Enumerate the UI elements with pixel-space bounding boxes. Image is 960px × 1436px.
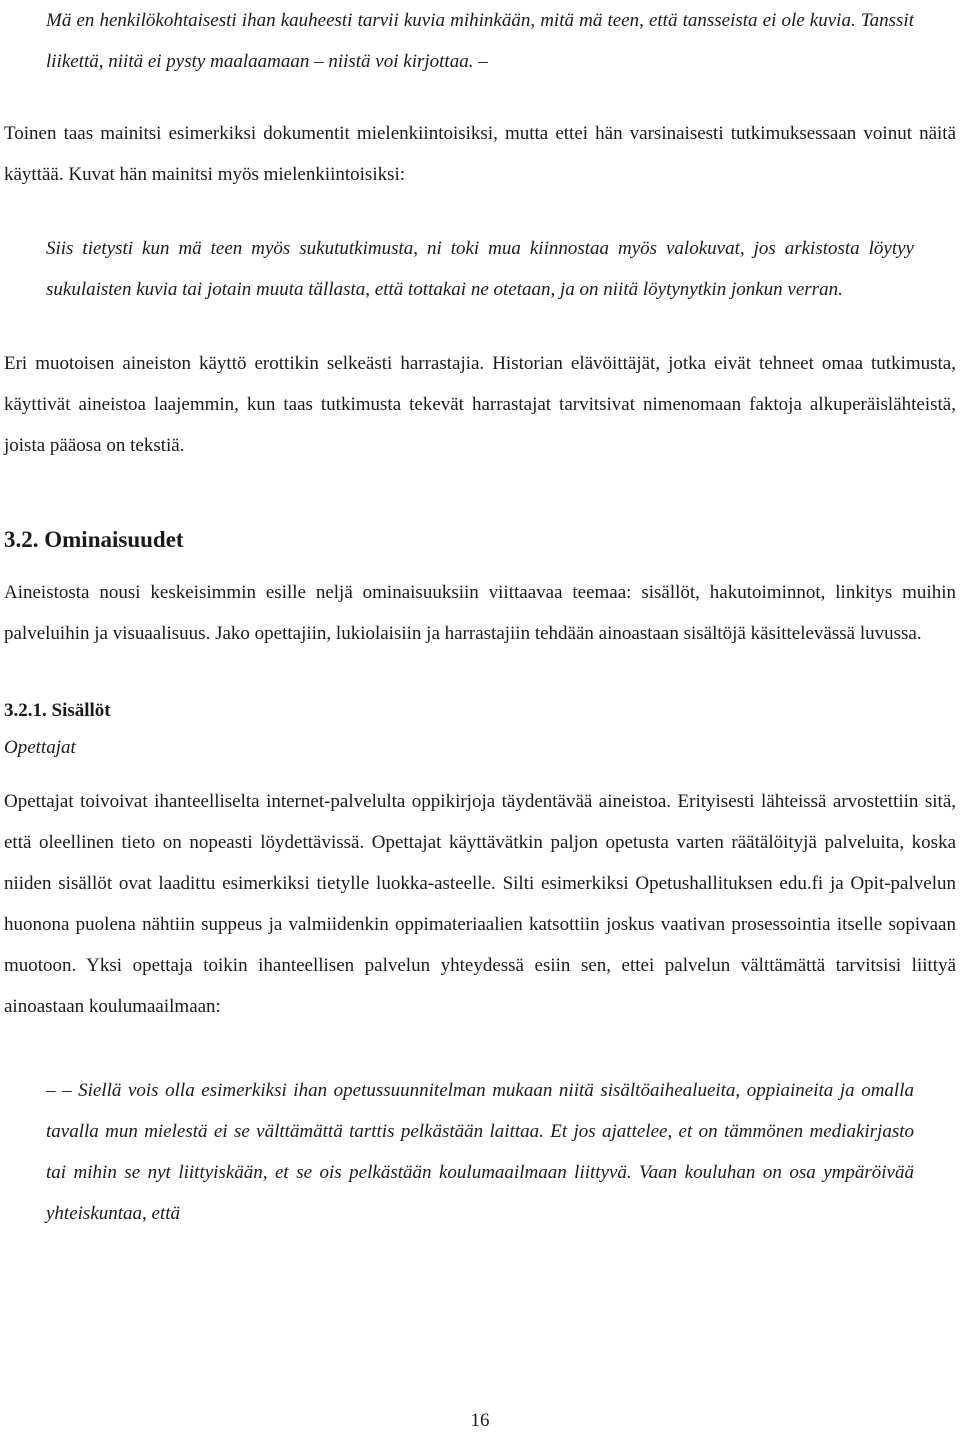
body-paragraph-1: Toinen taas mainitsi esimerkiksi dokumentit mielenkiintoisiksi, mutta ettei hän varsinaisesti tutkimuksessaan voinut näitä käyttää. Kuvat hän mainitsi myös mielenkiintoisiksi:: [4, 123, 956, 185]
subheading-opettajat: Opettajat: [4, 737, 76, 758]
body-paragraph-4: Opettajat toivoivat ihanteelliselta internet-palvelulta oppikirjoja täydentävää aineistoa. Erityisesti lähteissä arvostettiin sitä, että oleellinen tieto on nopeasti löydettävissä. Opettajat käyttävätkin paljon opetusta varten räätälöityjä palveluita, koska niiden sisällöt ovat laadittu esimerkiksi tietylle luokka-asteelle. Silti esimerkiksi Opetushallituksen edu.fi ja Opit-palvelun huonona puolena nähtiin suppeus ja valmiidenkin oppimateriaalien katsottiin joskus vaativan prosessointia itselle sopivaan muotoon. Yksi opettaja toikin ihanteellisen palvelun yhteydessä esiin sen, ettei palvelun välttämättä tarvitsisi liittyä ainoastaan koulumaailmaan:: [4, 791, 956, 1017]
interview-quote-2: Siis tietysti kun mä teen myös sukututkimusta, ni toki mua kiinnostaa myös valokuvat, jos arkistosta löytyy sukulaisten kuvia tai jotain muuta tällasta, että tottakai ne otetaan, ja on niitä löytynytkin jonkun verran.: [46, 238, 914, 300]
body-paragraph-3: Aineistosta nousi keskeisimmin esille neljä ominaisuuksiin viittaavaa teemaa: sisällöt, hakutoiminnot, linkitys muihin palveluihin ja visuaalisuus. Jako opettajiin, lukiolaisiin ja harrastajiin tehdään ainoastaan sisältöjä käsittelevässä luvussa.: [4, 582, 956, 644]
page-number: 16: [470, 1410, 490, 1431]
body-paragraph-2: Eri muotoisen aineiston käyttö erottikin selkeästi harrastajia. Historian elävöittäjät, jotka eivät tehneet omaa tutkimusta, käyttivät aineistoa laajemmin, kun taas tutkimusta tekevät harrastajat tarvitsivat nimenomaan faktoja alkuperäislähteistä, joista pääosa on tekstiä.: [4, 353, 956, 456]
subsection-heading-sisallot: 3.2.1. Sisällöt: [4, 700, 111, 721]
document-page: [4, 0, 956, 1234]
section-heading-ominaisuudet: 3.2. Ominaisuudet: [4, 527, 184, 552]
interview-quote-1: Mä en henkilökohtaisesti ihan kauheesti tarvii kuvia mihinkään, mitä mä teen, että tansseista ei ole kuvia. Tanssit liikettä, niitä ei pysty maalaamaan – niistä voi kirjottaa. –: [46, 10, 914, 72]
interview-quote-3: – – Siellä vois olla esimerkiksi ihan opetussuunnitelman mukaan niitä sisältöaihealueita, oppiaineita ja omalla tavalla mun mielestä ei se välttämättä tarttis pelkästään laittaa. Et jos ajattelee, et on tämmönen mediakirjasto tai mihin se nyt liittyiskään, et se ois pelkästään koulumaailmaan liittyvä. Vaan kouluhan on osa ympäröivää yhteiskuntaa, että: [46, 1080, 914, 1224]
